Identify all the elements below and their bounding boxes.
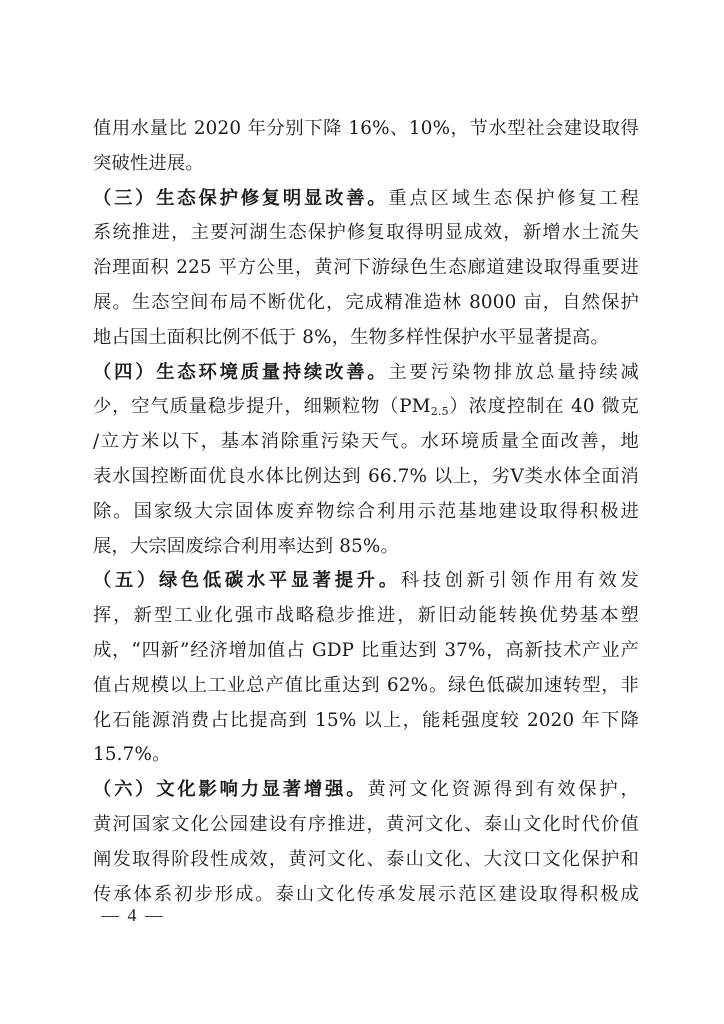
- document-body: [93, 112, 639, 912]
- subscript: 2.5: [430, 405, 449, 419]
- section-5-first-line: [93, 564, 639, 599]
- section-3-first-line: [93, 182, 639, 217]
- section-4-first-line: [93, 356, 639, 391]
- text-run: 少，空气质量稳步提升，细颗粒物（PM: [93, 396, 431, 418]
- text-run: 黄河文化资源得到有效保护，: [367, 779, 639, 801]
- text-run: ）浓度控制在 40 微克: [448, 396, 639, 418]
- text-line: 成，“四新”经济增加值占 GDP 比重达到 37%，高新技术产业产: [93, 639, 639, 661]
- text-line: 黄河国家文化公园建设有序推进，黄河文化、泰山文化时代价值: [93, 813, 639, 835]
- text-line: /立方米以下，基本消除重污染天气。水环境质量全面改善，地: [93, 431, 639, 453]
- text-line: 展，大宗固废综合利用率达到 85%。: [93, 535, 399, 557]
- text-run: 重点区域生态保护修复工程: [388, 187, 639, 209]
- section-heading: （四）生态环境质量持续改善。: [93, 361, 389, 383]
- text-line: 值占规模以上工业总产值比重达到 62%。绿色低碳加速转型，非: [93, 674, 639, 696]
- section-heading: （五）绿色低碳水平显著提升。: [93, 570, 401, 592]
- text-run: 主要污染物排放总量持续减: [388, 361, 639, 383]
- text-line: 地占国土面积比例不低于 8%，生物多样性保护水平显著提高。: [93, 326, 609, 348]
- section-heading: （六）文化影响力显著增强。: [93, 779, 368, 801]
- text-line: 治理面积 225 平方公里，黄河下游绿色生态廊道建设取得重要进: [93, 257, 639, 279]
- text-line: 除。国家级大宗固体废弃物综合利用示范基地建设取得积极进: [93, 500, 639, 522]
- text-line: 阐发取得阶段性成效，黄河文化、泰山文化、大汶口文化保护和: [93, 848, 639, 870]
- text-line-with-subscript: [93, 390, 639, 425]
- text-line: 值用水量比 2020 年分别下降 16%、10%，节水型社会建设取得: [93, 118, 639, 139]
- section-heading: （三）生态保护修复明显改善。: [93, 187, 389, 209]
- text-line: 系统推进，主要河湖生态保护修复取得明显成效，新增水土流失: [93, 222, 639, 244]
- text-run: 科技创新引领作用有效发: [400, 570, 639, 592]
- text-line: 挥，新型工业化强市战略稳步推进，新旧动能转换优势基本塑: [93, 605, 639, 627]
- text-line: 化石能源消费占比提高到 15% 以上，能耗强度较 2020 年下降: [93, 709, 639, 731]
- text-line: 表水国控断面优良水体比例达到 66.7% 以上，劣Ⅴ类水体全面消: [93, 465, 639, 487]
- text-line: 展。生态空间布局不断优化，完成精准造林 8000 亩，自然保护: [93, 291, 639, 313]
- text-line: 15.7%。: [93, 744, 171, 766]
- page-number: — 4 —: [101, 905, 165, 925]
- text-line: 突破性进展。: [93, 152, 204, 174]
- text-line: 传承体系初步形成。泰山文化传承发展示范区建设取得积极成: [93, 883, 639, 905]
- section-6-first-line: [93, 773, 639, 808]
